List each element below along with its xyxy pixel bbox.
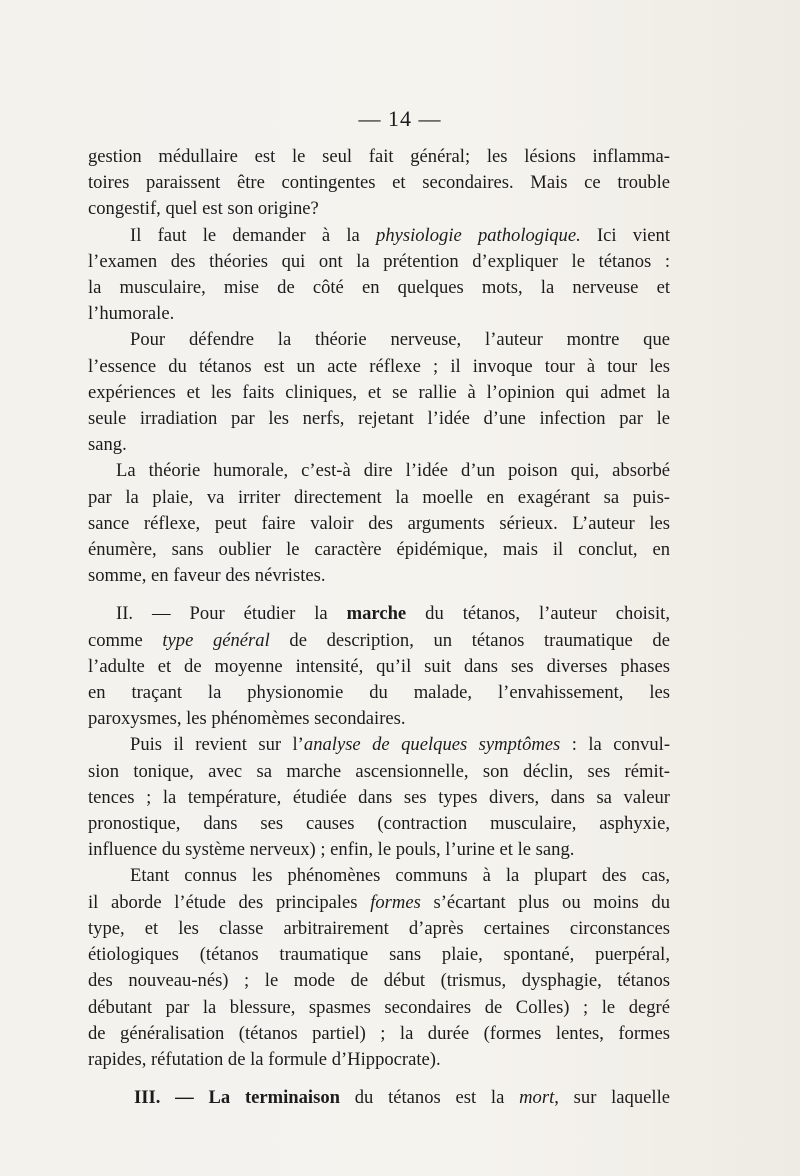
text-line: [88, 511, 670, 537]
italic-text: type général: [162, 629, 270, 651]
text-line: [88, 432, 670, 458]
text-line: [88, 170, 670, 196]
text-line: [88, 863, 670, 889]
text-run: gestion médullaire est le seul fait général; les lésions inflamma-: [88, 146, 670, 167]
bold-text: III. — La: [134, 1087, 245, 1109]
text-run: du tétanos est la: [339, 1087, 520, 1109]
bold-text: terminaison: [244, 1087, 340, 1109]
text-run: sang.: [88, 434, 127, 456]
text-run: de généralisation (tétanos partiel) ; la durée (formes lentes, formes: [88, 1022, 670, 1044]
text-line: [88, 968, 670, 994]
paragraph-gap: [88, 589, 670, 601]
text-run: II. — Pour étudier la: [116, 603, 347, 625]
text-run: , sur laquelle: [554, 1087, 670, 1109]
text-run: tences ; la température, étudiée dans ses types divers, dans sa valeur: [88, 786, 670, 808]
text-line: [88, 380, 670, 406]
text-run: congestif, quel est son origine?: [88, 198, 319, 220]
text-run: Ici vient: [580, 224, 670, 246]
text-line: [88, 680, 670, 706]
text-run: seule irradiation par les nerfs, rejetant l’idée d’une infection par le: [88, 408, 670, 430]
text-run: La théorie humorale, c’est-à dire l’idée d’un poison qui, absorbé: [116, 460, 670, 482]
text-line: [88, 1085, 670, 1111]
text-run: en traçant la physionomie du malade, l’envahissement, les: [88, 682, 670, 704]
text-line: [88, 327, 670, 353]
page-number: — 14 —: [358, 106, 442, 131]
text-run: rapides, réfutation de la formule d’Hippocrate).: [88, 1048, 441, 1070]
text-line: [88, 942, 670, 968]
text-run: toires paraissent être contingentes et secondaires. Mais ce trouble: [88, 172, 670, 194]
text-line: [88, 628, 670, 654]
text-line: [88, 301, 670, 327]
text-run: de description, un tétanos traumatique de: [269, 629, 670, 651]
text-run: Pour défendre la théorie nerveuse, l’auteur montre que: [130, 329, 670, 351]
text-run: s’écartant plus ou moins du: [420, 891, 670, 913]
text-line: [88, 275, 670, 301]
text-run: il aborde l’étude des principales: [88, 891, 371, 913]
text-line: [88, 485, 670, 511]
text-run: type, et les classe arbitrairement d’après certaines circonstances: [88, 917, 670, 939]
text-line: [88, 601, 670, 627]
text-line: [88, 916, 670, 942]
text-run: somme, en faveur des névristes.: [88, 565, 326, 587]
text-line: [88, 706, 670, 732]
text-run: Il faut le demander à la: [130, 224, 377, 246]
text-run: influence du système nerveux) ; enfin, le pouls, l’urine et le sang.: [88, 839, 575, 861]
text-line: [88, 406, 670, 432]
text-line: [88, 890, 670, 916]
text-line: [88, 563, 670, 589]
italic-text: analyse de quelques symptômes: [303, 734, 561, 756]
text-line: [88, 837, 670, 863]
text-run: l’examen des théories qui ont la prétention d’expliquer le tétanos :: [88, 250, 670, 272]
text-line: [88, 537, 670, 563]
text-run: des nouveau-nés) ; le mode de début (trismus, dysphagie, tétanos: [88, 970, 670, 992]
text-run: paroxysmes, les phénomèmes secondaires.: [88, 708, 406, 730]
text-line: [88, 654, 670, 680]
bold-text: marche: [346, 603, 407, 625]
text-line: [88, 458, 670, 484]
text-line: [88, 196, 670, 222]
italic-text: formes: [370, 891, 421, 913]
text-line: [88, 995, 670, 1021]
text-run: : la convul-: [560, 734, 671, 756]
text-run: du tétanos, l’auteur choisit,: [406, 603, 670, 625]
text-run: expériences et les faits cliniques, et se rallie à l’opinion qui admet la: [88, 381, 670, 403]
text-run: la musculaire, mise de côté en quelques mots, la nerveuse et: [88, 277, 670, 299]
text-run: par la plaie, va irriter directement la moelle en exagérant sa puis-: [88, 486, 670, 508]
text-run: énumère, sans oublier le caractère épidémique, mais il conclut, en: [88, 539, 670, 561]
text-run: comme: [88, 629, 163, 651]
text-line: [88, 759, 670, 785]
text-run: sion tonique, avec sa marche ascensionnelle, son déclin, ses rémit-: [88, 760, 670, 782]
text-line: [88, 732, 670, 758]
text-line: [88, 1021, 670, 1047]
body-text: [88, 144, 670, 1111]
text-run: l’humorale.: [88, 303, 175, 325]
italic-text: mort: [519, 1087, 555, 1109]
text-run: Etant connus les phénomènes communs à la plupart des cas,: [130, 865, 670, 887]
text-line: [88, 1047, 670, 1073]
paragraph-gap: [88, 1073, 670, 1085]
text-line: [88, 811, 670, 837]
italic-text: physiologie pathologique.: [376, 224, 581, 246]
text-line: [88, 223, 670, 249]
text-run: étiologiques (tétanos traumatique sans plaie, spontané, puerpéral,: [88, 944, 670, 966]
text-run: sance réflexe, peut faire valoir des arguments sérieux. L’auteur les: [88, 512, 670, 534]
text-run: l’adulte et de moyenne intensité, qu’il suit dans ses diverses phases: [88, 655, 670, 677]
text-run: l’essence du tétanos est un acte réflexe ; il invoque tour à tour les: [88, 355, 670, 377]
text-line: [88, 785, 670, 811]
text-run: pronostique, dans ses causes (contraction musculaire, asphyxie,: [88, 813, 670, 835]
text-line: [88, 354, 670, 380]
text-run: Puis il revient sur l’: [130, 734, 304, 756]
text-line: [88, 249, 670, 275]
text-line: [88, 144, 670, 170]
text-run: débutant par la blessure, spasmes secondaires de Colles) ; le degré: [88, 996, 670, 1018]
